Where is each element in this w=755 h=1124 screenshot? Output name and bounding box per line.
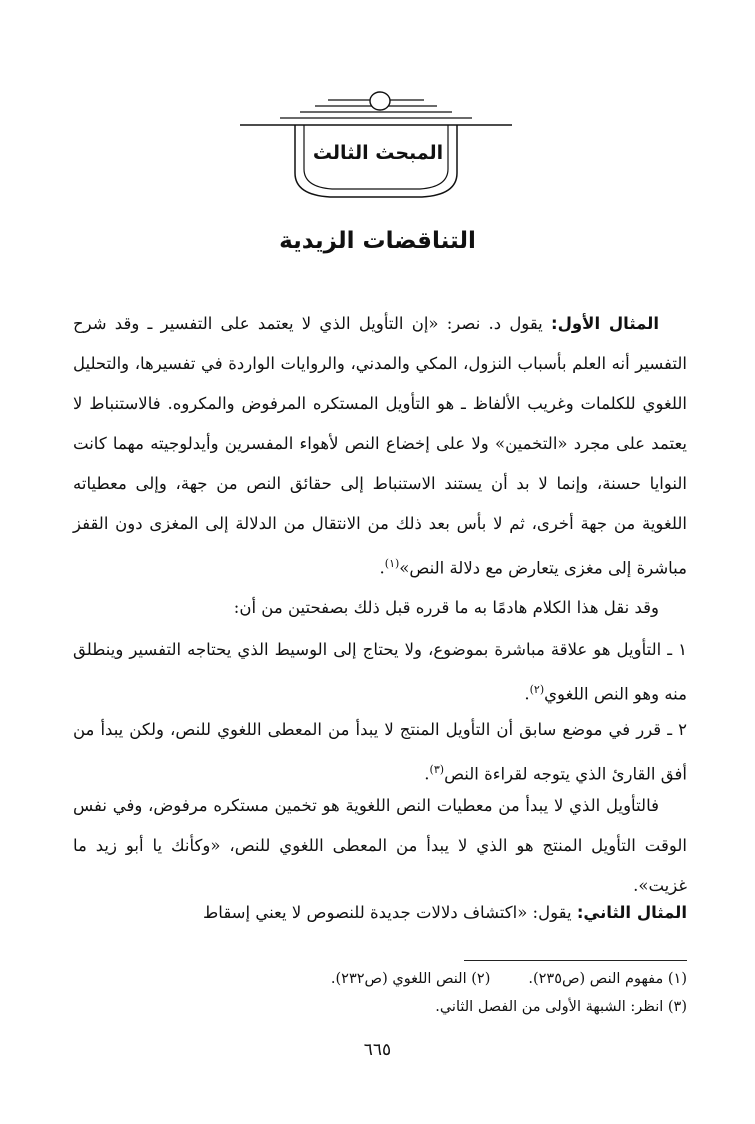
list-item-one — [73, 630, 687, 715]
footnote-3: (٣) انظر: الشبهة الأولى من الفصل الثاني. — [435, 999, 687, 1015]
footnote-ref: (٢) — [529, 683, 545, 696]
footnote-row — [73, 965, 687, 993]
page-number: ٦٦٥ — [363, 1040, 392, 1060]
paragraph-example-one — [73, 304, 687, 589]
footnote-row — [73, 993, 687, 1021]
paragraph-text: يقول: «اكتشاف دلالات جديدة للنصوص لا يعني إسقاط — [203, 903, 577, 922]
paragraph-example-two — [73, 893, 687, 933]
list-item-end: . — [424, 764, 430, 784]
paragraph-text: يقول د. نصر: «إن التأويل الذي لا يعتمد على التفسير ـ وقد شرح التفسير أنه العلم بأسباب النزول، المكي والمدني، والروايات الواردة في تفسيرها، والتحليل اللغوي للكلمات وغريب الألفاظ ـ هو التأويل المستكره المرفوض والمكروه. فالاستنباط لا يعتمد على مجرد «التخمين» ولا على إخضاع النص لأهواء المفسرين وأيدلوجيته مهما كانت النوايا حسنة، وإنما لا بد أن يستند الاستنباط إلى حقائق النص من جهة، وإلى معطياته اللغوية من جهة أخرى، ثم لا بأس بعد ذلك من الانتقال من الدلالة إلى المغزى دون القفز مباشرة إلى مغزى يتعارض مع دلالة النص» — [73, 314, 687, 578]
paragraph-transfer: وقد نقل هذا الكلام هادمًا به ما قرره قبل ذلك بصفحتين من أن: — [233, 598, 659, 617]
list-item-two — [73, 710, 687, 795]
list-item-text: ٢ ـ قرر في موضع سابق أن التأويل المنتج لا يبدأ من المعطى اللغوي للنص، ولكن يبدأ من أفق القارئ الذي يتوجه لقراءة النص — [73, 720, 687, 784]
footnote-divider — [464, 960, 687, 961]
footnote-1: (١) مفهوم النص (ص٢٣٥). — [528, 971, 687, 987]
paragraph-lead: المثال الأول: — [551, 314, 659, 333]
section-label: المبحث الثالث — [312, 142, 444, 164]
footnote-ref: (٣) — [429, 763, 445, 776]
footnotes — [73, 965, 687, 1021]
list-item-end: . — [524, 684, 530, 704]
list-item-text: ١ ـ التأويل هو علاقة مباشرة بموضوع، ولا يحتاج إلى الوسيط الذي يحتاجه التفسير وينطلق منه وهو النص اللغوي — [73, 640, 687, 704]
paragraph-lead: المثال الثاني: — [576, 903, 687, 922]
footnote-2: (٢) النص اللغوي (ص٢٣٢). — [330, 971, 491, 987]
chapter-title: التناقضات الزيدية — [279, 228, 476, 254]
paragraph-end: . — [379, 558, 385, 578]
footnote-ref: (١) — [384, 557, 400, 570]
paragraph-conclusion: فالتأويل الذي لا يبدأ من معطيات النص اللغوية هو تخمين مستكره مرفوض، وفي نفس الوقت التأويل المنتج هو الذي لا يبدأ من المعطى اللغوي للنص، «وكأنك يا أبو زيد ما غزيت». — [73, 796, 687, 895]
